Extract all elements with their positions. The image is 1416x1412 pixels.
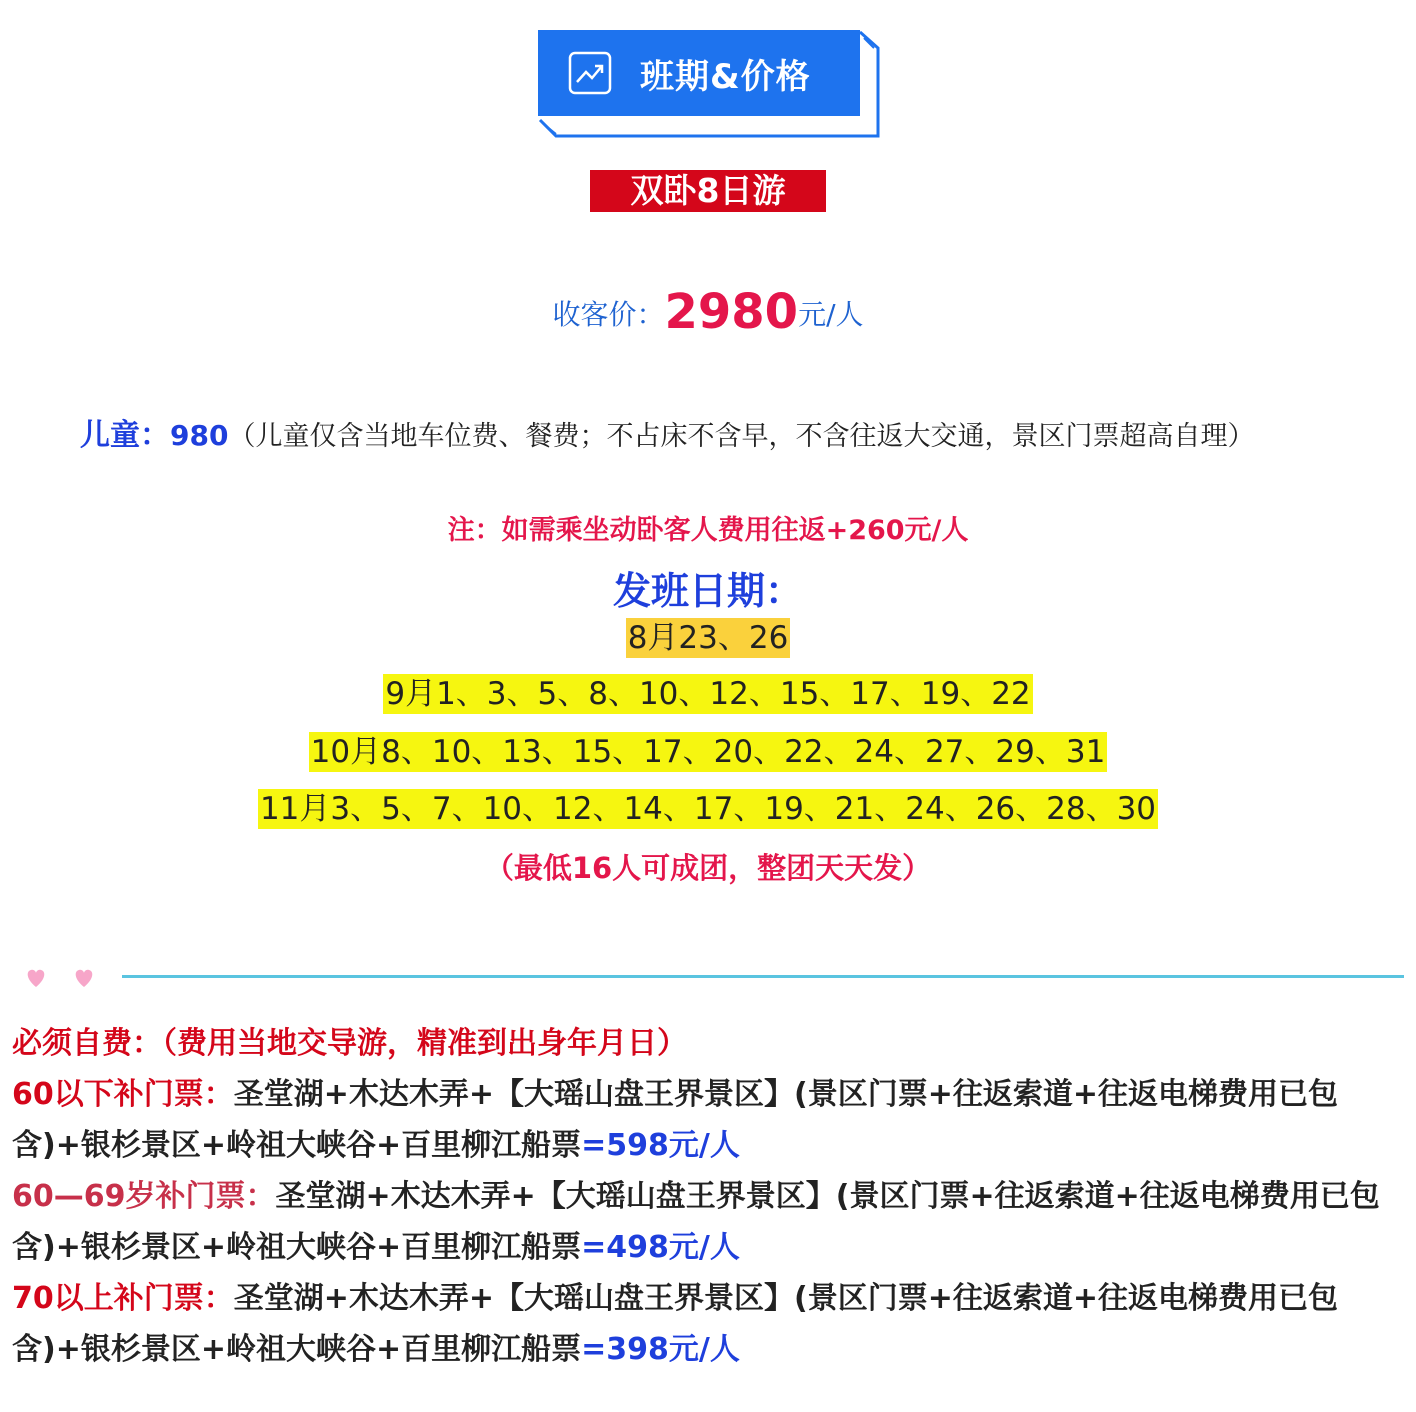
- fee-content: 圣堂湖+木达木弄+【大瑶山盘王界景区】(景区门票+往返索道+往返电梯费用已包含)+银杉景区+岭祖大峡谷+百里柳江船票: [12, 1281, 1339, 1367]
- date-row: [0, 618, 1416, 658]
- fee-label: 60以下补门票：: [12, 1077, 234, 1112]
- fee-content: 圣堂湖+木达木弄+【大瑶山盘王界景区】(景区门票+往返索道+往返电梯费用已包含)+银杉景区+岭祖大峡谷+百里柳江船票: [12, 1077, 1339, 1163]
- date-row: [0, 732, 1416, 772]
- section-title: 班期&价格: [640, 56, 811, 97]
- date-row-text: 8月23、26: [627, 620, 789, 656]
- self-paid-fees: [12, 1018, 1408, 1375]
- fee-price: =398元/人: [581, 1332, 740, 1367]
- fee-price: =598元/人: [581, 1128, 740, 1163]
- child-label: 儿童：: [80, 418, 170, 453]
- date-row: [0, 789, 1416, 829]
- price-value: 2980: [664, 284, 799, 340]
- section-header-badge: [538, 30, 880, 138]
- badge-body: [538, 30, 860, 116]
- section-divider: [122, 975, 1404, 978]
- date-row-text: 10月8、10、13、15、17、20、22、24、27、29、31: [310, 734, 1106, 770]
- fee-price: =498元/人: [581, 1230, 740, 1265]
- price-unit: 元/人: [798, 298, 864, 331]
- chart-trend-icon: [568, 51, 612, 95]
- min-group-note: （最低16人可成团，整团天天发）: [484, 851, 932, 885]
- fee-item: [12, 1069, 1408, 1171]
- child-value: 980: [170, 419, 229, 452]
- hearts-decoration: [24, 965, 104, 991]
- date-row: [0, 674, 1416, 714]
- heart-icon: [76, 970, 93, 987]
- date-row-text: 9月1、3、5、8、10、12、15、17、19、22: [385, 676, 1031, 712]
- price-label: 收客价：: [552, 298, 665, 331]
- heart-icon: [28, 970, 45, 987]
- fee-content: 圣堂湖+木达木弄+【大瑶山盘王界景区】(景区门票+往返索道+往返电梯费用已包含)+银杉景区+岭祖大峡谷+百里柳江船票: [12, 1179, 1380, 1265]
- child-desc: （儿童仅含当地车位费、餐费；不占床不含早，不含往返大交通，景区门票超高自理）: [228, 421, 1255, 452]
- train-note: 注：如需乘坐动卧客人费用往返+260元/人: [447, 515, 969, 546]
- price-line: [0, 284, 1416, 340]
- tour-tag: 双卧8日游: [590, 170, 826, 212]
- fee-label: 60—69岁补门票：: [12, 1179, 276, 1214]
- fee-item: [12, 1171, 1408, 1273]
- child-price-line: [80, 410, 1254, 454]
- departure-title: 发班日期：: [612, 569, 803, 613]
- date-row-text: 11月3、5、7、10、12、14、17、19、21、24、26、28、30: [259, 791, 1157, 827]
- fee-item: [12, 1273, 1408, 1375]
- fees-heading: 必须自费：（费用当地交导游，精准到出身年月日）: [12, 1026, 687, 1061]
- fee-label: 70以上补门票：: [12, 1281, 234, 1316]
